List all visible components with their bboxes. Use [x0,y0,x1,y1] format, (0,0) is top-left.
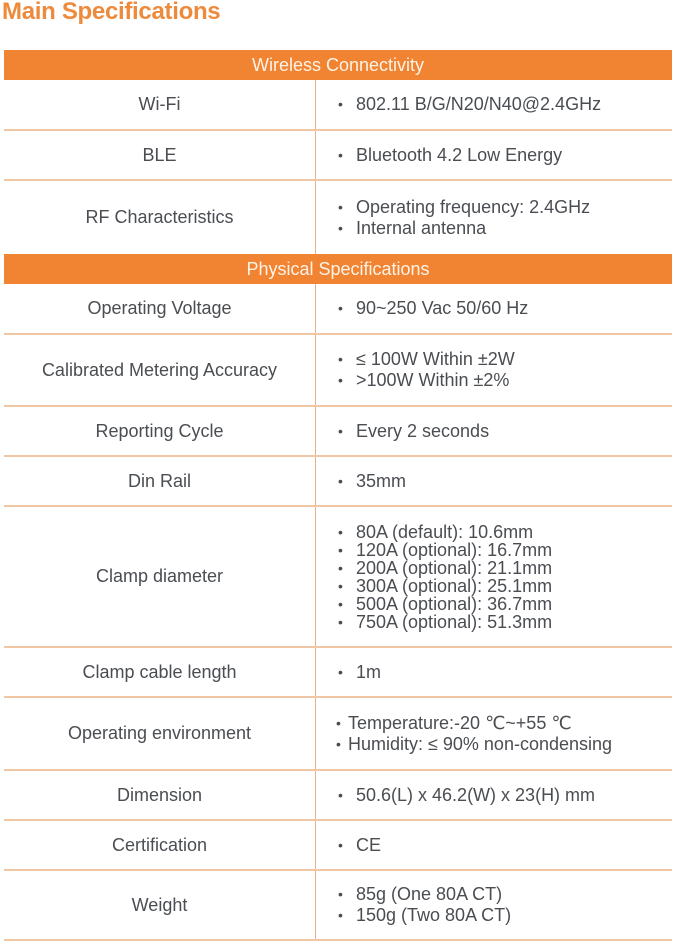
spec-value-item: • Every 2 seconds [336,421,672,442]
spec-value-item: • 500A (optional): 36.7mm [336,595,672,613]
spec-value [316,507,672,646]
spec-value-item: • Bluetooth 4.2 Low Energy [336,145,672,166]
table-row-certification [4,821,672,871]
section-header-wireless-connectivity: Wireless Connectivity [4,50,672,80]
spec-label: Clamp cable length [4,648,316,696]
spec-label: Clamp diameter [4,507,316,646]
spec-value-item: • 85g (One 80A CT) [336,884,672,905]
table-row-din-rail [4,457,672,507]
spec-value-item: • Internal antenna [336,218,672,239]
spec-value [316,80,672,129]
spec-label: Certification [4,821,316,869]
spec-label: Operating Voltage [4,284,316,333]
spec-value [316,821,672,869]
spec-value-item: • Operating frequency: 2.4GHz [336,197,672,218]
spec-value [316,181,672,254]
spec-value-item: • >100W Within ±2% [336,370,672,391]
spec-value [316,407,672,455]
spec-value-item: • 1m [336,662,672,683]
table-row-ble [4,131,672,181]
table-row-operating-environment [4,698,672,771]
table-row-calibrated-metering-accuracy [4,335,672,407]
table-row-operating-voltage [4,284,672,335]
spec-value [316,771,672,819]
page-title: Main Specifications [2,0,221,25]
spec-label: Calibrated Metering Accuracy [4,335,316,405]
spec-label: Weight [4,871,316,939]
spec-value-item: • 300A (optional): 25.1mm [336,577,672,595]
spec-label: Din Rail [4,457,316,505]
spec-value-item: • 802.11 B/G/N20/N40@2.4GHz [336,94,672,115]
spec-value [316,698,672,769]
spec-value-item: • 120A (optional): 16.7mm [336,541,672,559]
spec-label: RF Characteristics [4,181,316,254]
spec-value-item: • 50.6(L) x 46.2(W) x 23(H) mm [336,785,672,806]
specifications-table [4,50,672,941]
spec-label: Reporting Cycle [4,407,316,455]
table-row-dimension [4,771,672,821]
spec-value-item: • ≤ 100W Within ±2W [336,349,672,370]
spec-value-item: • CE [336,835,672,856]
table-row-clamp-diameter [4,507,672,648]
table-row-wifi [4,80,672,131]
spec-value [316,335,672,405]
spec-value-item: • 90~250 Vac 50/60 Hz [336,298,672,319]
table-row-weight [4,871,672,941]
table-row-reporting-cycle [4,407,672,457]
spec-value-item: • 80A (default): 10.6mm [336,523,672,541]
spec-label: Operating environment [4,698,316,769]
spec-value-item: • 150g (Two 80A CT) [336,905,672,926]
spec-value-item: • 200A (optional): 21.1mm [336,559,672,577]
spec-value-item: • 35mm [336,471,672,492]
spec-label: BLE [4,131,316,179]
table-row-clamp-cable-length [4,648,672,698]
spec-value [316,131,672,179]
spec-value [316,871,672,939]
table-row-rf-characteristics [4,181,672,254]
spec-label: Wi-Fi [4,80,316,129]
spec-value-item: • Temperature:-20 ℃~+55 ℃ [336,713,672,734]
spec-value [316,457,672,505]
spec-value-item: • Humidity: ≤ 90% non-condensing [336,734,672,755]
section-header-physical-specifications: Physical Specifications [4,254,672,284]
spec-value [316,284,672,333]
spec-label: Dimension [4,771,316,819]
spec-value-item: • 750A (optional): 51.3mm [336,613,672,631]
spec-value [316,648,672,696]
